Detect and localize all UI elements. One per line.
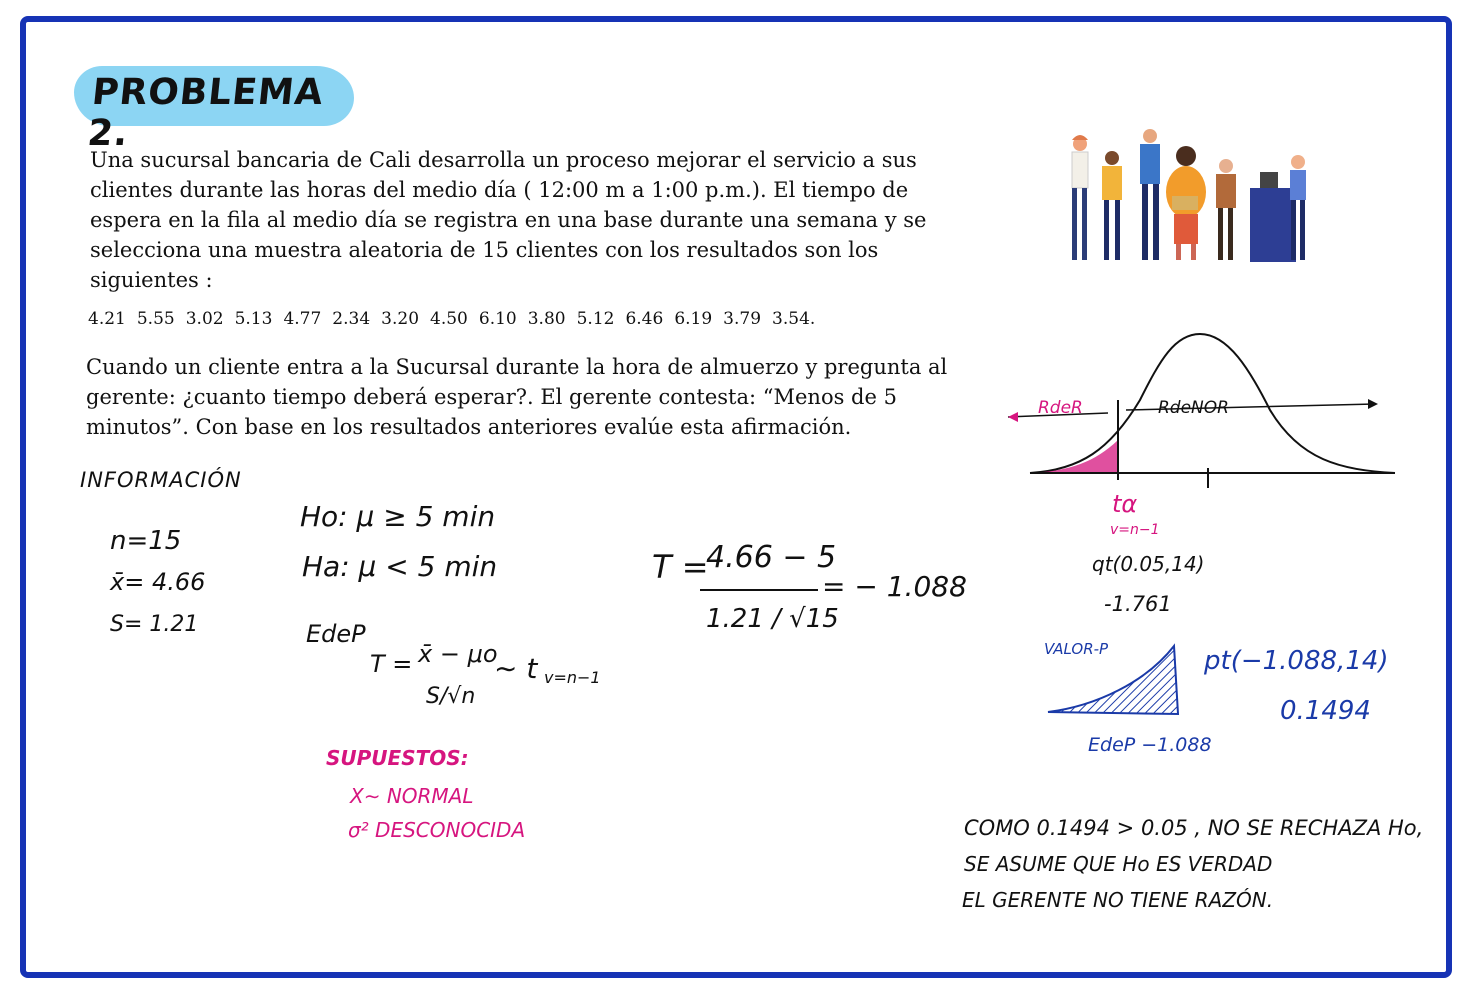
h0: Ho: μ ≥ 5 min [300, 500, 496, 533]
data-value: 5.13 [234, 309, 273, 329]
data-value: 3.79 [723, 309, 762, 329]
person-4 [1166, 146, 1206, 260]
info-s: S= 1.21 [110, 612, 199, 637]
right-arrowhead [1368, 399, 1378, 409]
stat-dist: ∼ t [494, 652, 538, 685]
data-value: 6.10 [478, 309, 517, 329]
info-heading: INFORMACIÓN [80, 468, 242, 492]
data-value: 2.34 [332, 309, 371, 329]
page-title: PROBLEMA 2. [85, 72, 326, 154]
info-xbar: x̄= 4.66 [110, 568, 206, 596]
t-alpha-df: v=n−1 [1110, 522, 1160, 538]
data-value: 4.77 [283, 309, 322, 329]
person-5 [1216, 159, 1236, 260]
pvalue-label: VALOR-P [1044, 640, 1109, 658]
calc-result: = − 1.088 [822, 570, 967, 603]
person-2 [1102, 151, 1122, 260]
data-value: 3.54. [772, 309, 816, 329]
data-value: 5.12 [576, 309, 615, 329]
person-1 [1072, 135, 1088, 260]
calc-numerator: 4.66 − 5 [706, 540, 837, 575]
data-value: 3.02 [185, 309, 224, 329]
stat-sub: v=n−1 [544, 668, 601, 687]
rdnr-label: RdeNOR [1158, 398, 1229, 418]
data-value: 5.55 [136, 309, 175, 329]
teller-desk [1250, 172, 1296, 262]
stat-den: S/√n [426, 684, 476, 709]
data-value: 6.19 [674, 309, 713, 329]
data-value: 4.21 [88, 309, 126, 329]
qt-value: -1.761 [1104, 592, 1172, 616]
pvalue-triangle [1046, 642, 1186, 718]
data-value: 3.20 [381, 309, 420, 329]
problem-question: Cuando un cliente entra a la Sucursal durante la hora de almuerzo y pregunta al gerente: ¿cuanto tiempo deberá esperar?. El gerente contesta: “Menos de 5 minutos”. Con base en los resultados anteriores evalúe esta afirmación. [86, 355, 948, 439]
problem-statement: Una sucursal bancaria de Cali desarrolla un proceso mejorar el servicio a sus clientes durante las horas del medio día ( 12:00 m a 1:00 p.m.). El tiempo de espera en la fila al medio día se registra en una base durante una semana y se selecciona una muestra aleatoria de 15 clientes con los resultados son los siguientes : [90, 148, 927, 292]
calc-fraction-bar [700, 588, 820, 592]
ha: Ha: μ < 5 min [302, 550, 498, 583]
t-alpha-label: tα [1112, 490, 1138, 518]
rdr-label: RdeR [1038, 398, 1083, 418]
assumptions-heading: SUPUESTOS: [326, 746, 469, 770]
pvalue-area [1048, 646, 1178, 714]
edep-label: EdeP [306, 620, 366, 648]
pt-call: pt(−1.088,14) [1204, 646, 1389, 676]
pt-value: 0.1494 [1280, 696, 1371, 726]
conclusion-line-1: COMO 0.1494 > 0.05 , NO SE RECHAZA Ho, [964, 816, 1424, 840]
conclusion-line-2: SE ASUME QUE Ho ES VERDAD [964, 852, 1273, 876]
stat-num: x̄ − μo [418, 640, 498, 668]
person-6 [1290, 155, 1306, 260]
data-value: 3.80 [527, 309, 566, 329]
info-n: n=15 [110, 526, 182, 556]
assumption-variance: σ² DESCONOCIDA [348, 818, 526, 842]
data-value: 6.46 [625, 309, 664, 329]
conclusion-line-3: EL GERENTE NO TIENE RAZÓN. [962, 888, 1274, 912]
queue-illustration [1060, 126, 1320, 266]
title-block [70, 60, 370, 154]
assumption-normal: X∼ NORMAL [350, 784, 474, 808]
calc-lhs: T = [652, 548, 709, 586]
data-value: 4.50 [430, 309, 468, 329]
calc-denominator: 1.21 / √15 [706, 604, 839, 634]
left-arrowhead [1008, 412, 1018, 422]
person-3 [1140, 129, 1160, 260]
data-values [88, 309, 826, 329]
pvalue-edep: EdeP −1.088 [1088, 734, 1212, 756]
qt-call: qt(0.05,14) [1092, 552, 1205, 576]
stat-lhs: T = [370, 650, 413, 678]
